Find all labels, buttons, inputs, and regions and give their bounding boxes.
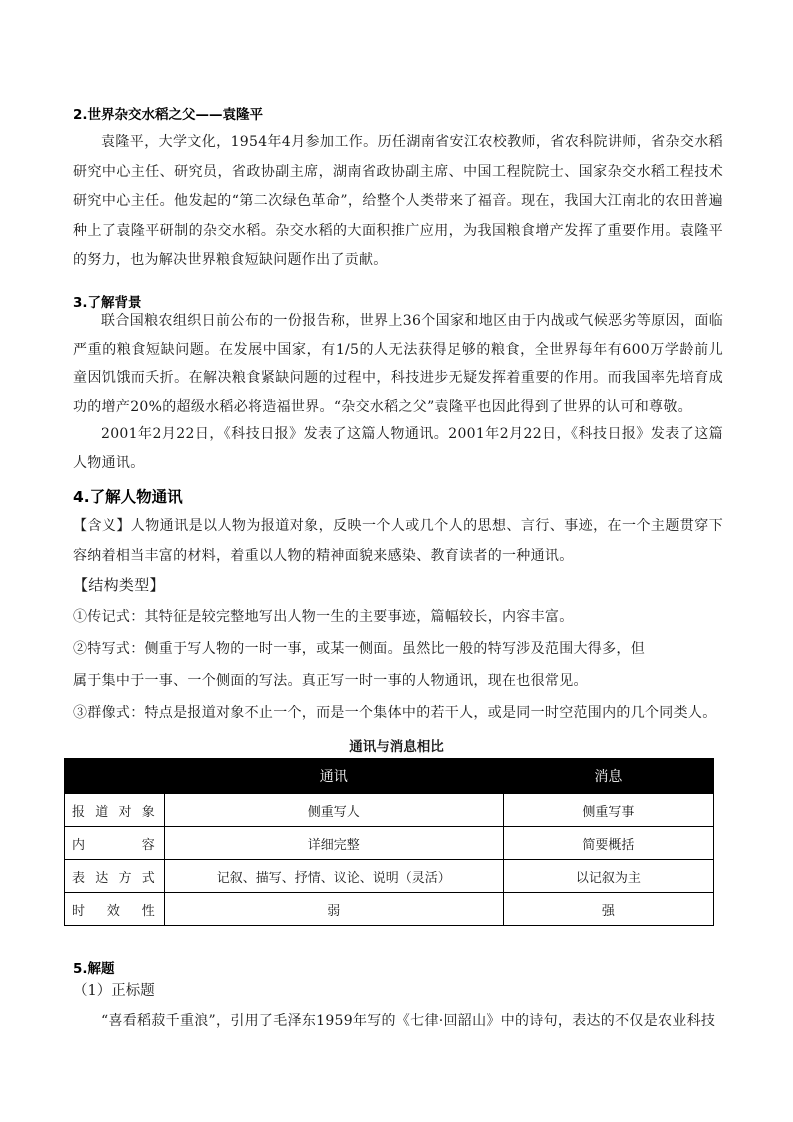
row-label: 内容 <box>65 827 165 860</box>
section-3-paragraph-1: 联合国粮农组织日前公布的一份报告称，世界上36个国家和地区由于内战或气候恶劣等原因，面临严重的粮食短缺问题。在发展中国家，有1/5的人无法获得足够的粮食，全世界每年有600万学龄前儿童因饥饿而夭折。在解决粮食紧缺问题的过程中，科技进步无疑发挥着重要的作用。而我国率先培育成功的增产20%的超级水稻必将造福世界。“杂交水稻之父”袁隆平也因此得到了世界的认可和尊敬。 <box>73 313 723 415</box>
structure-type-1: ①传记式：其特征是较完整地写出人物一生的主要事迹，篇幅较长，内容丰富。 <box>73 609 574 625</box>
table-row <box>65 794 714 827</box>
section-3-paragraph-2: 2001年2月22日，《科技日报》发表了这篇人物通讯。2001年2月22日，《科技日报》发表了这篇人物通讯。 <box>73 426 723 471</box>
table-title: 通讯与消息相比 <box>349 739 444 755</box>
tongxun-cell: 记叙、描写、抒情、议论、说明（灵活） <box>164 860 503 893</box>
section-5-heading: 5.解题 <box>73 961 115 977</box>
table-header-empty <box>65 759 165 794</box>
xiaoxi-cell: 侧重写事 <box>503 794 713 827</box>
structure-type-2-line-1: ②特写式：侧重于写人物的一时一事，或某一侧面。虽然比一般的特写涉及范围大得多，但 <box>73 641 645 657</box>
section-5-paragraph: “喜看稻菽千重浪”，引用了毛泽东1959年写的《七律·回韶山》中的诗句，表达的不仅是农业科技 <box>101 1013 716 1029</box>
table-row <box>65 893 714 926</box>
xiaoxi-cell: 以记叙为主 <box>503 860 713 893</box>
tongxun-cell: 弱 <box>164 893 503 926</box>
table-header-row <box>65 759 714 794</box>
section-2-heading: 2.世界杂交水稻之父——袁隆平 <box>73 107 264 123</box>
section-3-heading: 3.了解背景 <box>73 295 142 311</box>
table-header-xiaoxi: 消息 <box>503 759 713 794</box>
structure-type-3: ③群像式：特点是报道对象不止一个，而是一个集体中的若干人，或是同一时空范围内的几个同类人。 <box>73 705 717 721</box>
section-4-heading: 4.了解人物通讯 <box>73 488 183 506</box>
table-header-tongxun: 通讯 <box>164 759 503 794</box>
table-row <box>65 860 714 893</box>
xiaoxi-cell: 简要概括 <box>503 827 713 860</box>
section-2-paragraph: 袁隆平，大学文化，1954年4月参加工作。历任湖南省安江农校教师，省农科院讲师，省杂交水稻研究中心主任、研究员，省政协副主席，湖南省政协副主席、中国工程院院士、国家杂交水稻工程技术研究中心主任。他发起的“第二次绿色革命”，给整个人类带来了福音。现在，我国大江南北的农田普遍种上了袁隆平研制的杂交水稻。杂交水稻的大面积推广应用，为我国粮食增产发挥了重要作用。袁隆平的努力，也为解决世界粮食短缺问题作出了贡献。 <box>73 134 723 268</box>
tongxun-cell: 侧重写人 <box>164 794 503 827</box>
row-label: 表达方式 <box>65 860 165 893</box>
table-row <box>65 827 714 860</box>
xiaoxi-cell: 强 <box>503 893 713 926</box>
structure-type-2-line-2: 属于集中于一事、一个侧面的写法。真正写一时一事的人物通讯，现在也很常见。 <box>73 673 588 689</box>
row-label: 报道对象 <box>65 794 165 827</box>
meaning-paragraph: 【含义】人物通讯是以人物为报道对象，反映一个人或几个人的思想、言行、事迹，在一个主题贯穿下容纳着相当丰富的材料，着重以人物的精神面貌来感染、教育读者的一种通讯。 <box>73 518 723 564</box>
tongxun-cell: 详细完整 <box>164 827 503 860</box>
comparison-table <box>64 758 714 926</box>
subheading-title: （1）正标题 <box>73 983 155 999</box>
row-label: 时效性 <box>65 893 165 926</box>
structure-heading: 【结构类型】 <box>73 576 165 594</box>
